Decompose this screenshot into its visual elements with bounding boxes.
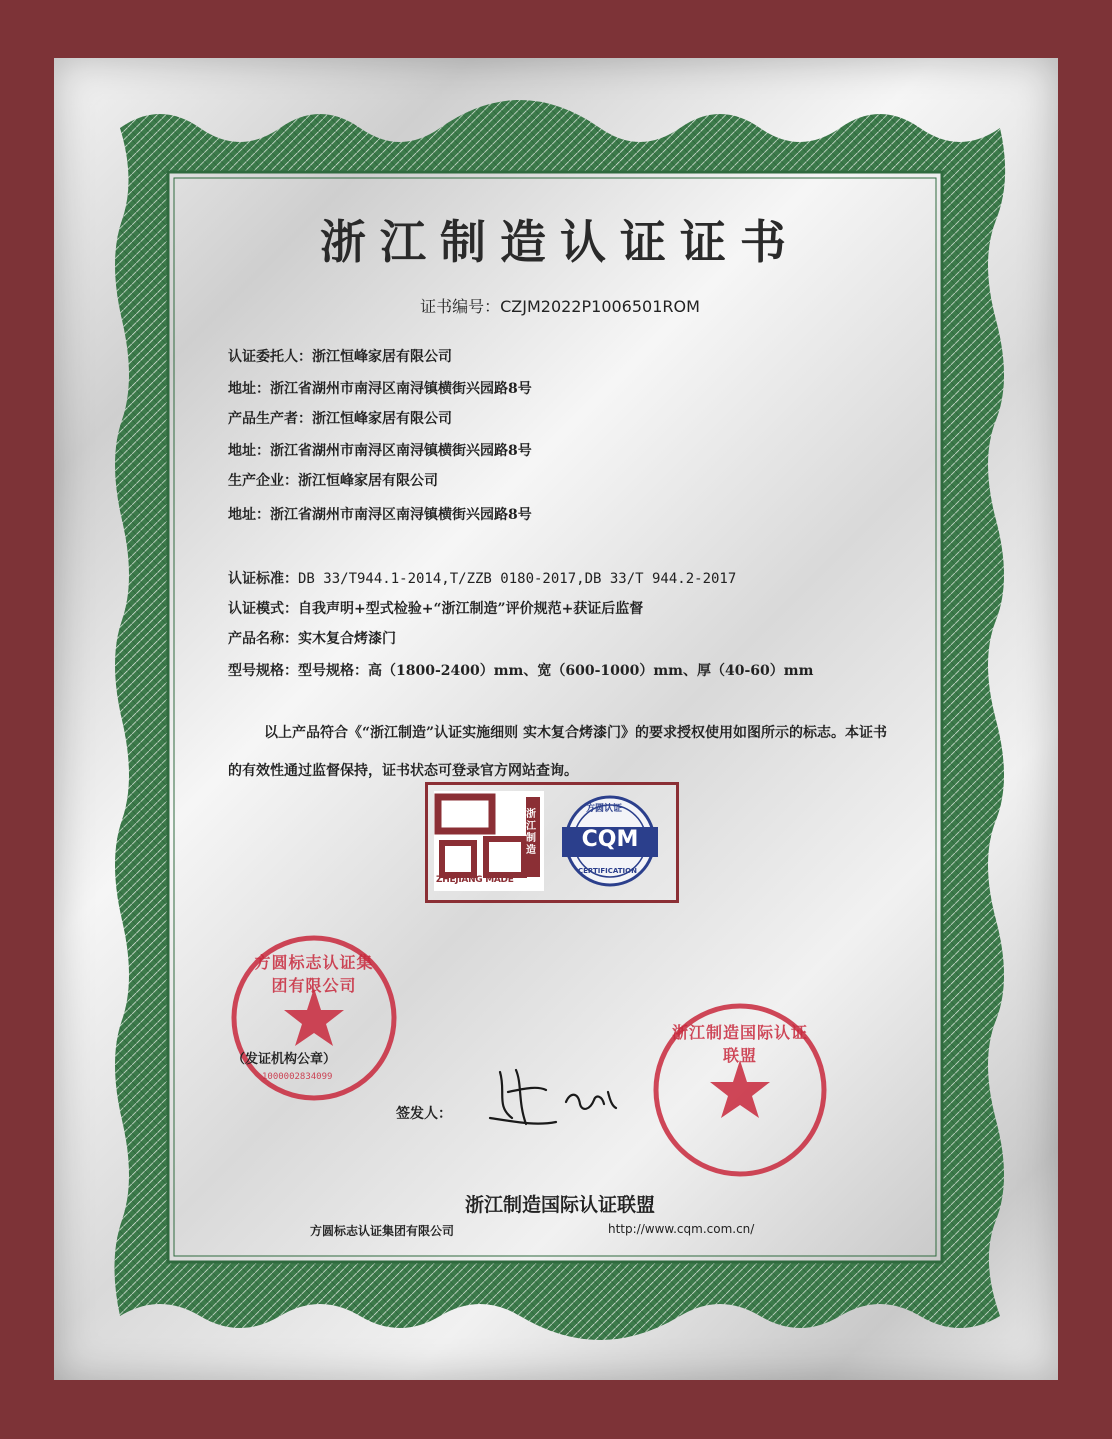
cqm-bottom-text: CERTIFICATION (578, 867, 637, 875)
signature-scribble (486, 1062, 626, 1132)
party-line (228, 408, 452, 428)
detail-value: 自我声明+型式检验+“浙江制造”评价规范+获证后监督 (298, 601, 644, 617)
zhejiang-made-text: ZHEJIANG MADE (436, 875, 514, 885)
party-label: 认证委托人： (228, 349, 312, 365)
footer-url: http://www.cqm.com.cn/ (608, 1222, 755, 1236)
detail-label: 型号规格： (228, 663, 298, 679)
certificate-number-label: 证书编号： (420, 297, 501, 316)
party-label: 地址： (228, 443, 270, 459)
detail-label: 产品名称： (228, 631, 298, 647)
party-label: 地址： (228, 381, 270, 397)
detail-line (228, 660, 813, 680)
alliance-seal-ring-text: 浙江制造国际认证联盟 (671, 1023, 808, 1065)
zhejiang-made-side-text: 浙江制造 (526, 809, 536, 856)
issuer-seal-label: （发证机构公章） (232, 1052, 337, 1067)
detail-label: 认证标准： (228, 571, 298, 587)
party-value: 浙江恒峰家居有限公司 (312, 411, 452, 427)
footer-title: 浙江制造国际认证联盟 (464, 1194, 655, 1216)
detail-line (228, 628, 396, 648)
detail-line (228, 598, 643, 618)
cqm-top-text: 方圆认证 (586, 804, 623, 814)
party-value: 浙江省湖州市南浔区南浔镇横街兴园路8号 (270, 443, 532, 459)
party-label: 地址： (228, 507, 270, 523)
certification-logos (425, 782, 679, 903)
issuer-label: 签发人： (396, 1106, 452, 1122)
issuer-seal-number: 1000002834099 (262, 1072, 333, 1082)
statement-paragraph: 以上产品符合《“浙江制造”认证实施细则 实木复合烤漆门》的要求授权使用如图所示的标志。本证书的有效性通过监督保持，证书状态可登录官方网站查询。 (228, 725, 887, 779)
party-value: 浙江恒峰家居有限公司 (312, 349, 452, 365)
party-line (228, 440, 532, 460)
detail-value: DB 33/T944.1-2014,T/ZZB 0180-2017,DB 33/T 944.2-2017 (298, 571, 737, 587)
party-value: 浙江省湖州市南浔区南浔镇横街兴园路8号 (270, 507, 532, 523)
party-value: 浙江省湖州市南浔区南浔镇横街兴园路8号 (270, 381, 532, 397)
detail-value: 实木复合烤漆门 (298, 631, 396, 647)
certificate-title: 浙江制造认证证书 (320, 215, 800, 269)
party-line (228, 346, 452, 366)
detail-value: 型号规格：高（1800-2400）mm、宽（600-1000）mm、厚（40-60）mm (298, 663, 814, 679)
party-value: 浙江恒峰家居有限公司 (298, 473, 438, 489)
detail-line (228, 568, 736, 588)
party-line (228, 378, 532, 398)
footer-org: 方圆标志认证集团有限公司 (310, 1224, 455, 1238)
certificate-number-value: CZJM2022P1006501ROM (500, 297, 700, 316)
party-line (228, 470, 438, 490)
party-line (228, 504, 532, 524)
issuer-seal-ring-text: 方圆标志认证集团有限公司 (254, 953, 374, 995)
certificate-number (300, 294, 820, 317)
party-label: 产品生产者： (228, 411, 312, 427)
party-label: 生产企业： (228, 473, 298, 489)
detail-label: 认证模式： (228, 601, 298, 617)
cqm-main-text: CQM (581, 827, 639, 852)
